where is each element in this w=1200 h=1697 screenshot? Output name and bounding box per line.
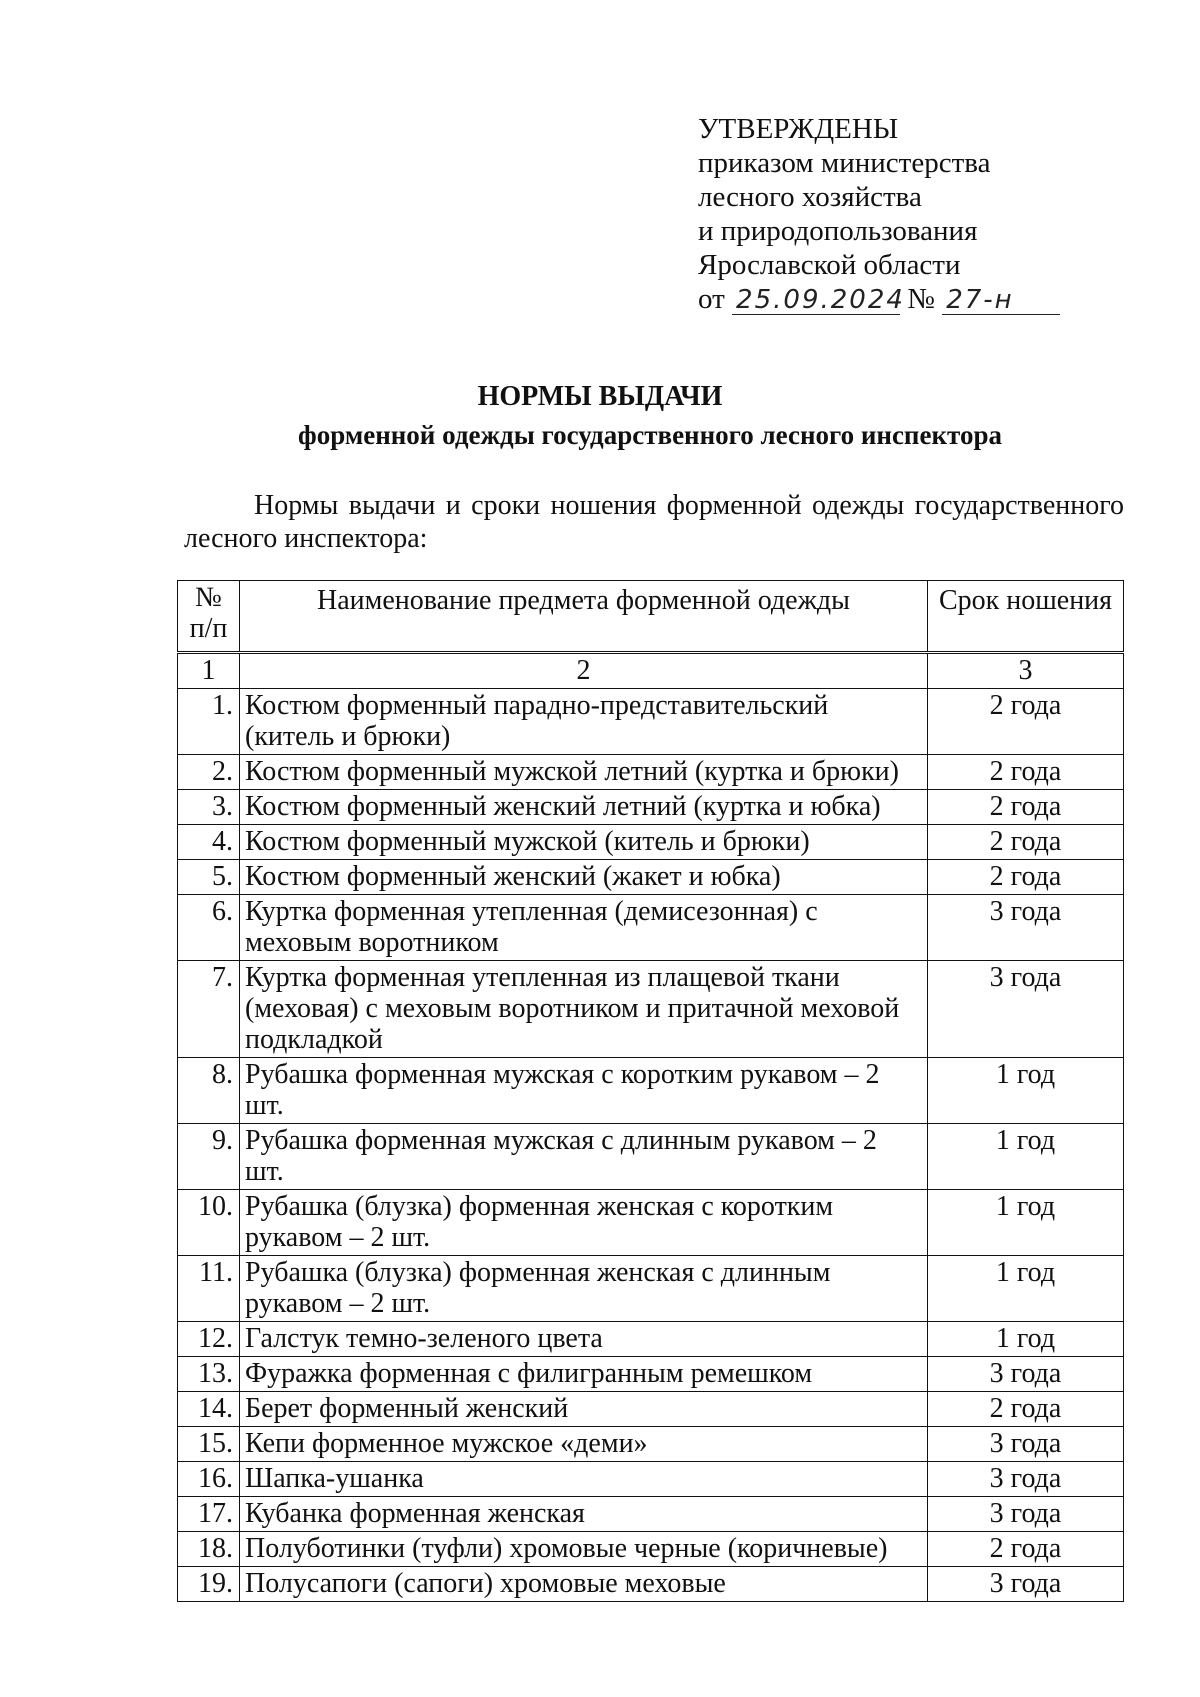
table-row xyxy=(178,1322,1124,1357)
document-subtitle: форменной одежды государственного лесного инспектора xyxy=(298,420,1002,450)
row-item-name: Костюм форменный мужской (китель и брюки) xyxy=(240,825,928,860)
row-item-name: Рубашка (блузка) форменная женская с длинным рукавом – 2 шт. xyxy=(240,1256,928,1322)
row-item-name: Шапка-ушанка xyxy=(240,1462,928,1497)
row-item-name: Костюм форменный женский летний (куртка и юбка) xyxy=(240,790,928,825)
row-term: 3 года xyxy=(928,1462,1124,1497)
handwritten-date: 25.09.2024 xyxy=(732,286,900,315)
approval-date-line xyxy=(698,282,1060,316)
norms-table xyxy=(177,580,1124,1602)
table-row xyxy=(178,1427,1124,1462)
column-number: 1 xyxy=(178,653,240,689)
row-number: 4. xyxy=(178,825,240,860)
row-term: 1 год xyxy=(928,1058,1124,1124)
row-number: 15. xyxy=(178,1427,240,1462)
row-number: 8. xyxy=(178,1058,240,1124)
table-row xyxy=(178,1567,1124,1602)
row-term: 3 года xyxy=(928,895,1124,961)
intro-text: Нормы выдачи и сроки ношения форменной одежды государственного лесного инспектора: xyxy=(184,490,1124,554)
table-row xyxy=(178,961,1124,1058)
row-number: 3. xyxy=(178,790,240,825)
row-item-name: Рубашка форменная мужская с коротким рукавом – 2 шт. xyxy=(240,1058,928,1124)
row-item-name: Галстук темно-зеленого цвета xyxy=(240,1322,928,1357)
row-item-name: Куртка форменная утепленная (демисезонная) с меховым воротником xyxy=(240,895,928,961)
table-row xyxy=(178,895,1124,961)
row-item-name: Берет форменный женский xyxy=(240,1392,928,1427)
table-header-row xyxy=(178,581,1124,653)
table-row xyxy=(178,860,1124,895)
row-term: 2 года xyxy=(928,1532,1124,1567)
table-row xyxy=(178,689,1124,755)
row-number: 5. xyxy=(178,860,240,895)
table-row xyxy=(178,1058,1124,1124)
row-number: 12. xyxy=(178,1322,240,1357)
handwritten-number: 27-н xyxy=(942,286,1060,315)
row-term: 1 год xyxy=(928,1124,1124,1190)
number-label: № xyxy=(907,283,935,315)
row-number: 14. xyxy=(178,1392,240,1427)
row-item-name: Рубашка форменная мужская с длинным рукавом – 2 шт. xyxy=(240,1124,928,1190)
approval-line: Ярославской области xyxy=(698,249,961,281)
row-number: 6. xyxy=(178,895,240,961)
row-term: 3 года xyxy=(928,1567,1124,1602)
row-term: 2 года xyxy=(928,790,1124,825)
table-row xyxy=(178,755,1124,790)
row-term: 2 года xyxy=(928,689,1124,755)
table-row xyxy=(178,790,1124,825)
row-term: 3 года xyxy=(928,1357,1124,1392)
approval-line: лесного хозяйства xyxy=(698,181,922,213)
row-number: 7. xyxy=(178,961,240,1058)
row-number: 16. xyxy=(178,1462,240,1497)
row-number: 10. xyxy=(178,1190,240,1256)
approval-line: УТВЕРЖДЕНЫ xyxy=(698,113,899,145)
row-term: 3 года xyxy=(928,1497,1124,1532)
column-number: 2 xyxy=(240,653,928,689)
approval-block xyxy=(698,112,1060,316)
row-term: 2 года xyxy=(928,860,1124,895)
row-term: 3 года xyxy=(928,1427,1124,1462)
row-number: 17. xyxy=(178,1497,240,1532)
row-term: 3 года xyxy=(928,961,1124,1058)
row-number: 1. xyxy=(178,689,240,755)
from-label: от xyxy=(698,283,725,315)
row-number: 9. xyxy=(178,1124,240,1190)
row-number: 18. xyxy=(178,1532,240,1567)
column-number-row xyxy=(178,653,1124,689)
table-row xyxy=(178,1190,1124,1256)
row-term: 1 год xyxy=(928,1322,1124,1357)
row-item-name: Костюм форменный женский (жакет и юбка) xyxy=(240,860,928,895)
row-term: 2 года xyxy=(928,1392,1124,1427)
table-row xyxy=(178,1256,1124,1322)
table-row xyxy=(178,1532,1124,1567)
header-item-name: Наименование предмета форменной одежды xyxy=(240,581,928,653)
row-item-name: Рубашка (блузка) форменная женская с коротким рукавом – 2 шт. xyxy=(240,1190,928,1256)
row-item-name: Полусапоги (сапоги) хромовые меховые xyxy=(240,1567,928,1602)
row-number: 2. xyxy=(178,755,240,790)
table-row xyxy=(178,825,1124,860)
row-term: 2 года xyxy=(928,755,1124,790)
row-item-name: Фуражка форменная с филигранным ремешком xyxy=(240,1357,928,1392)
intro-paragraph xyxy=(184,489,1124,555)
row-number: 13. xyxy=(178,1357,240,1392)
row-item-name: Куртка форменная утепленная из плащевой ткани (меховая) с меховым воротником и притачной меховой подкладкой xyxy=(240,961,928,1058)
table-row xyxy=(178,1357,1124,1392)
row-term: 1 год xyxy=(928,1190,1124,1256)
table-row xyxy=(178,1497,1124,1532)
column-number: 3 xyxy=(928,653,1124,689)
row-item-name: Полуботинки (туфли) хромовые черные (коричневые) xyxy=(240,1532,928,1567)
row-number: 11. xyxy=(178,1256,240,1322)
row-term: 2 года xyxy=(928,825,1124,860)
row-item-name: Кепи форменное мужское «деми» xyxy=(240,1427,928,1462)
header-term: Срок ношения xyxy=(928,581,1124,653)
table-row xyxy=(178,1124,1124,1190)
row-number: 19. xyxy=(178,1567,240,1602)
row-item-name: Кубанка форменная женская xyxy=(240,1497,928,1532)
row-item-name: Костюм форменный мужской летний (куртка и брюки) xyxy=(240,755,928,790)
table-row xyxy=(178,1462,1124,1497)
approval-line: и природопользования xyxy=(698,215,978,247)
approval-line: приказом министерства xyxy=(698,147,991,179)
document-title: НОРМЫ ВЫДАЧИ xyxy=(477,381,723,412)
row-item-name: Костюм форменный парадно-представительский (китель и брюки) xyxy=(240,689,928,755)
row-term: 1 год xyxy=(928,1256,1124,1322)
header-number: № п/п xyxy=(178,581,240,653)
table-row xyxy=(178,1392,1124,1427)
